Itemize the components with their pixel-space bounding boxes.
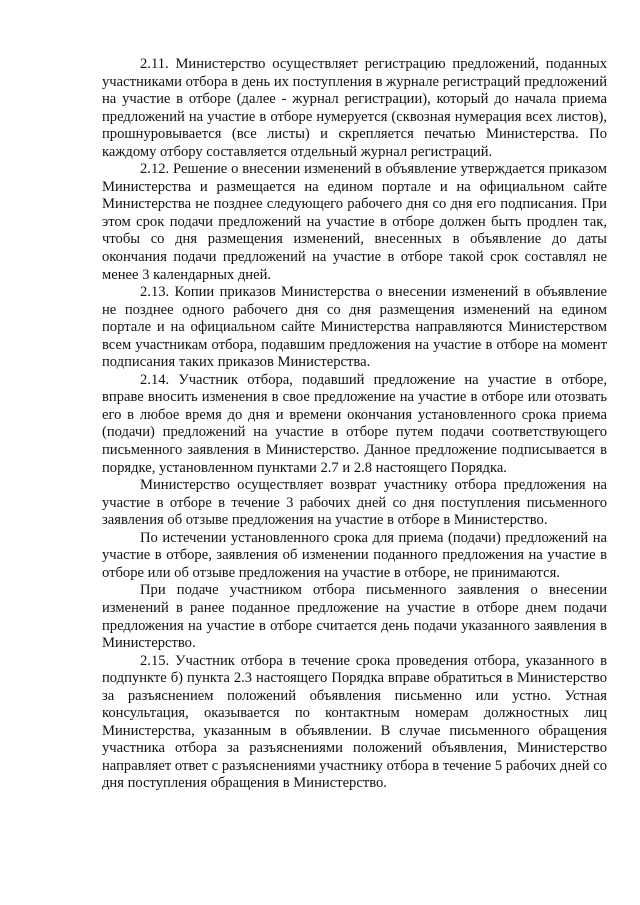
paragraph-2-11: 2.11. Министерство осуществляет регистрацию предложений, поданных участниками отбора в день их поступления в журнале регистраций предложений на участие в отборе (далее - журнал регистрации), который до начала приема предложений на участие в отборе нумеруется (сквозная нумерация всех листов), прошнуровывается (все листы) и скрепляется печатью Министерства. По каждому отбору составляется отдельный журнал регистраций. <box>102 56 607 160</box>
paragraph-2-12: 2.12. Решение о внесении изменений в объявление утверждается приказом Министерства и размещается на едином портале и на официальном сайте Министерства не позднее следующего рабочего дня со дня его подписания. При этом срок подачи предложений на участие в отборе должен быть продлен так, чтобы со дня размещения изменений, внесенных в объявление до даты окончания подачи предложений на участие в отборе такой срок составлял не менее 3 календарных дней. <box>102 161 607 283</box>
paragraph-2-14: 2.14. Участник отбора, подавший предложение на участие в отборе, вправе вносить изменения в свое предложение на участие в отборе или отозвать его в любое время до дня и времени окончания установленного срока приема (подачи) предложений на участие в отборе путем подачи соответствующего письменного заявления в Министерство. Данное предложение подписывается в порядке, установленном пунктами 2.7 и 2.8 настоящего Порядка. <box>102 371 607 476</box>
paragraph-return-proposal: Министерство осуществляет возврат участнику отбора предложения на участие в отборе в течение 3 рабочих дней со дня поступления письменного заявления об отзыве предложения на участие в отборе в Министерство. <box>102 477 607 529</box>
paragraph-2-15: 2.15. Участник отбора в течение срока проведения отбора, указанного в подпункте б) пункта 2.3 настоящего Порядка вправе обратиться в Министерство за разъяснением положений объявления письменно или устно. Устная консультация, оказывается по контактным номерам должностных лиц Министерства, указанным в объявлении. В случае письменного обращения участника отбора за разъяснениями положений объявления, Министерство направляет ответ с разъяснениями участнику отбора в течение 5 рабочих дней со дня поступления обращения в Министерство. <box>102 652 607 792</box>
paragraph-submission-day: При подаче участником отбора письменного заявления о внесении изменений в ранее поданное предложение на участие в отборе днем подачи предложения на участие в отборе считается день подачи указанного заявления в Министерство. <box>102 582 607 652</box>
paragraph-after-deadline: По истечении установленного срока для приема (подачи) предложений на участие в отборе, заявления об изменении поданного предложения на участие в отборе или об отзыве предложения на участие в отборе, не принимаются. <box>102 529 607 581</box>
document-page <box>102 56 607 793</box>
paragraph-2-13: 2.13. Копии приказов Министерства о внесении изменений в объявление не позднее одного рабочего дня со дня размещения изменений на едином портале и на официальном сайте Министерства направляются Министерством всем участникам отбора, подавшим предложения на участие в отборе на момент подписания таких приказов Министерства. <box>102 284 607 371</box>
